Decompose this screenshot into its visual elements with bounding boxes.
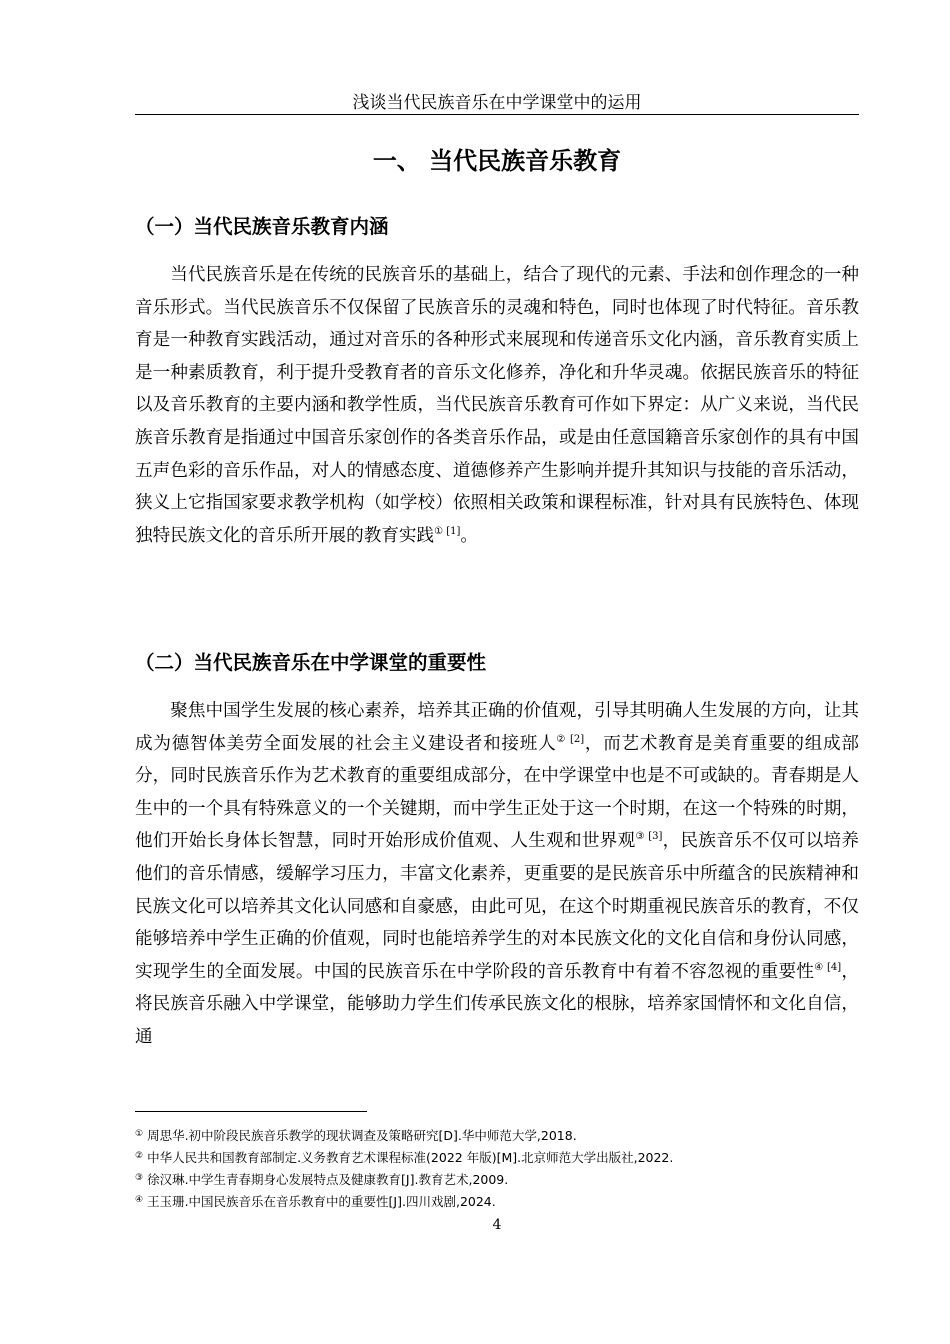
citation-marker: ③ [3] [635, 831, 663, 843]
paragraph-text: ，而艺术教育是美育重要的组成部分，同时民族音乐作为艺术教育的重要组成部分，在中学课堂中也是不可或缺的。青春期是人生中的一个具有特殊意义的一个关键期，而中学生正处于这一个时期，在这一个特殊的时期，他们开始长身体长智慧，同时开始形成价值观、人生观和世界观 [135, 733, 859, 852]
citation-marker: ④ [4] [814, 961, 842, 973]
footnote-mark: ① [135, 1129, 144, 1139]
section-heading-2: （二）当代民族音乐在中学课堂的重要性 [135, 651, 487, 674]
footnote-text: 徐汉琳.中学生青春期身心发展特点及健康教育[J].教育艺术,2009. [147, 1172, 509, 1187]
paragraph-text: 。 [460, 525, 479, 546]
paragraph-text: ，将民族音乐融入中学课堂，能够助力学生们传承民族文化的根脉，培养家国情怀和文化自信，通 [135, 961, 859, 1047]
footnote-item [135, 1145, 859, 1167]
footnote-mark: ③ [135, 1173, 144, 1183]
footnote-mark: ② [135, 1151, 144, 1161]
citation-marker: ① [1] [434, 525, 461, 537]
running-header: 浅谈当代民族音乐在中学课堂中的运用 [352, 93, 642, 113]
footnote-item [135, 1189, 859, 1211]
footnote-text: 周思华.初中阶段民族音乐教学的现状调查及策略研究[D].华中师范大学,2018. [147, 1128, 577, 1143]
paragraph-text: 聚焦中国学生发展的核心素养，培养其正确的价值观，引导其明确人生发展的方向，让其成为德智体美劳全面发展的社会主义建设者和接班人 [135, 701, 859, 754]
footnote-text: 中华人民共和国教育部制定.义务教育艺术课程标准(2022 年版)[M].北京师范大学出版社,2022. [147, 1150, 674, 1165]
footnote-item [135, 1123, 859, 1145]
body-paragraph-1 [135, 259, 859, 552]
body-paragraph-2 [135, 695, 859, 1054]
page-number: 4 [492, 1217, 502, 1233]
paragraph-text: ，民族音乐不仅可以培养他们的音乐情感，缓解学习压力，丰富文化素养，更重要的是民族音乐中所蕴含的民族精神和民族文化可以培养其文化认同感和自豪感，由此可见，在这个时期重视民族音乐的教育，不仅能够培养中学生正确的价值观，同时也能培养学生的对本民族文化的文化自信和身份认同感，实现学生的全面发展。中国的民族音乐在中学阶段的音乐教育中有着不容忽视的重要性 [135, 831, 859, 982]
header-rule [135, 114, 859, 115]
footnote-item [135, 1167, 859, 1189]
footnotes [135, 1123, 859, 1211]
paragraph-text: 当代民族音乐是在传统的民族音乐的基础上，结合了现代的元素、手法和创作理念的一种音乐形式。当代民族音乐不仅保留了民族音乐的灵魂和特色，同时也体现了时代特征。音乐教育是一种教育实践活动，通过对音乐的各种形式来展现和传递音乐文化内涵，音乐教育实质上是一种素质教育，利于提升受教育者的音乐文化修养，净化和升华灵魂。依据民族音乐的特征以及音乐教育的主要内涵和教学性质，当代民族音乐教育可作如下界定：从广义来说，当代民族音乐教育是指通过中国音乐家创作的各类音乐作品，或是由任意国籍音乐家创作的具有中国五声色彩的音乐作品，对人的情感态度、道德修养产生影响并提升其知识与技能的音乐活动，狭义上它指国家要求教学机构（如学校）依照相关政策和课程标准，针对具有民族特色、体现独特民族文化的音乐所开展的教育实践 [135, 265, 859, 546]
footnote-mark: ④ [135, 1195, 144, 1205]
section-heading-1: （一）当代民族音乐教育内涵 [135, 215, 389, 238]
footnote-text: 王玉珊.中国民族音乐在音乐教育中的重要性[J].四川戏剧,2024. [147, 1194, 496, 1209]
footnote-rule [135, 1111, 367, 1112]
chapter-title: 一、 当代民族音乐教育 [372, 147, 622, 175]
citation-marker: ② [2] [556, 733, 585, 745]
